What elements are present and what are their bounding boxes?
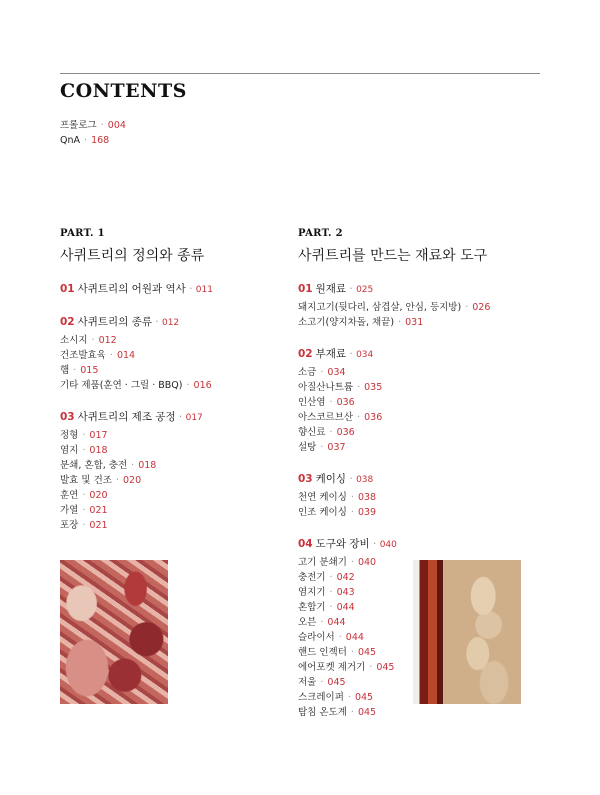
toc-entry-label: 소금 (298, 367, 317, 378)
section-number: 04 (298, 538, 313, 550)
toc-entry[interactable]: 향신료 · 036 (298, 427, 355, 438)
toc-entry[interactable]: 소시지 · 012 (60, 335, 117, 346)
section-heading[interactable]: 01 원재료 · 025 (298, 283, 374, 295)
section-title: 부재료 (315, 348, 347, 360)
toc-entry-label: 스크레이퍼 (298, 692, 344, 703)
toc-entry-label: 슬라이서 (298, 632, 335, 643)
toc-entry[interactable]: 염지기 · 043 (298, 587, 355, 598)
toc-entry[interactable]: 슬라이서 · 044 (298, 632, 364, 643)
toc-entry-label: 저울 (298, 677, 317, 688)
toc-entry-label: 분쇄, 혼합, 충전 (60, 460, 128, 471)
section-number: 02 (60, 316, 75, 328)
toc-entry-label: 충전기 (298, 572, 326, 583)
section-number: 03 (298, 473, 313, 485)
toc-entry-page: 004 (107, 120, 126, 131)
toc-entry-label: 훈연 (60, 490, 79, 501)
section-heading[interactable]: 02 부재료 · 034 (298, 348, 374, 360)
toc-entry-label: 햄 (60, 365, 70, 376)
toc-entry-page: 036 (364, 412, 383, 423)
toc-entry[interactable]: 탐침 온도계 · 045 (298, 707, 377, 718)
toc-entry-page: 045 (357, 647, 377, 658)
toc-entry-page: 038 (357, 492, 377, 503)
toc-entry-page: 039 (357, 507, 377, 518)
toc-entry[interactable]: 저울 · 045 (298, 677, 346, 688)
toc-entry[interactable]: 건조발효육 · 014 (60, 350, 136, 361)
sausage-photo (413, 560, 521, 704)
toc-entry-label: 에어포켓 제거기 (298, 662, 366, 673)
toc-entry[interactable]: 훈연 · 020 (60, 490, 108, 501)
toc-entry-page: 017 (89, 430, 108, 441)
toc-entry-page: 168 (91, 135, 110, 146)
section-title: 사퀴트리의 어원과 역사 (77, 283, 186, 295)
toc-entry-page: 014 (116, 350, 136, 361)
section-items (298, 300, 490, 330)
toc-entry-page: 018 (138, 460, 157, 471)
toc-section (298, 346, 490, 455)
toc-section (298, 471, 490, 520)
toc-entry-page: 044 (336, 602, 355, 613)
toc-entry-label: 염지 (60, 445, 79, 456)
toc-entry-page: 045 (376, 662, 395, 673)
section-title: 원재료 (315, 283, 347, 295)
toc-entry[interactable]: 핸드 인젝터 · 045 (298, 647, 377, 658)
toc-entry[interactable]: 천연 케이싱 · 038 (298, 492, 377, 503)
toc-entry[interactable]: 햄 · 015 (60, 365, 99, 376)
toc-entry-label: 천연 케이싱 (298, 492, 347, 503)
top-rule (60, 73, 540, 74)
toc-entry-page: 031 (405, 317, 424, 328)
section-title: 사퀴트리의 제조 공정 (77, 411, 176, 423)
section-number: 01 (298, 283, 313, 295)
section-page: 011 (195, 285, 213, 295)
toc-entry-page: 012 (98, 335, 117, 346)
toc-section (60, 409, 213, 533)
toc-entry[interactable]: 소금 · 034 (298, 367, 346, 378)
section-heading[interactable]: 03 케이싱 · 038 (298, 473, 374, 485)
section-items (298, 490, 490, 520)
toc-entry[interactable]: 설탕 · 037 (298, 442, 346, 453)
toc-entry-label: 소고기(양지차돌, 채끝) (298, 317, 395, 328)
part-label: PART. 2 (298, 228, 343, 239)
section-title: 케이싱 (315, 473, 347, 485)
part-title: 사퀴트리의 정의와 종류 (60, 248, 205, 264)
toc-entry-label: 인산염 (298, 397, 326, 408)
toc-entry[interactable]: 포장 · 021 (60, 520, 108, 531)
toc-section (60, 281, 213, 298)
part-title: 사퀴트리를 만드는 재료와 도구 (298, 248, 488, 264)
toc-entry[interactable]: 가열 · 021 (60, 505, 108, 516)
toc-entry-label: 탐침 온도계 (298, 707, 347, 718)
toc-entry-page: 040 (357, 557, 377, 568)
toc-entry[interactable]: 분쇄, 혼합, 충전 · 018 (60, 460, 157, 471)
toc-entry-page: 034 (327, 367, 346, 378)
section-page: 017 (185, 413, 203, 423)
toc-entry[interactable]: 충전기 · 042 (298, 572, 355, 583)
toc-entry[interactable]: 오븐 · 044 (298, 617, 346, 628)
toc-entry-label: 정형 (60, 430, 79, 441)
section-number: 03 (60, 411, 75, 423)
toc-entry-label: 향신료 (298, 427, 326, 438)
toc-entry[interactable]: 아스코르브산 · 036 (298, 412, 383, 423)
toc-entry-label: 고기 분쇄기 (298, 557, 347, 568)
toc-entry-label: 소시지 (60, 335, 88, 346)
section-page: 038 (356, 475, 374, 485)
charcuterie-photo (60, 560, 168, 704)
toc-entry[interactable]: 기타 제품(훈연 · 그릴 · BBQ) · 016 (60, 380, 212, 391)
part-1-column (60, 228, 213, 533)
toc-entry-page: 045 (354, 692, 374, 703)
toc-entry-label: 아스코르브산 (298, 412, 354, 423)
toc-entry-label: 설탕 (298, 442, 317, 453)
toc-entry-label: 건조발효육 (60, 350, 106, 361)
toc-entry-label: 아질산나트륨 (298, 382, 354, 393)
section-number: 01 (60, 283, 75, 295)
part-label: PART. 1 (60, 228, 105, 239)
page-title: CONTENTS (60, 80, 187, 102)
toc-entry-label: 포장 (60, 520, 79, 531)
toc-entry-page: 016 (193, 380, 212, 391)
section-page: 025 (356, 285, 374, 295)
toc-entry[interactable]: 스크레이퍼 · 045 (298, 692, 374, 703)
section-heading[interactable]: 02 사퀴트리의 종류 · 012 (60, 316, 180, 328)
toc-entry-page: 026 (472, 302, 491, 313)
toc-entry[interactable]: 인산염 · 036 (298, 397, 355, 408)
toc-entry-page: 037 (327, 442, 346, 453)
section-title: 사퀴트리의 종류 (77, 316, 152, 328)
toc-entry-page: 020 (123, 475, 142, 486)
toc-section (298, 281, 490, 330)
toc-entry-page: 021 (89, 505, 108, 516)
toc-entry[interactable]: 발효 및 건조 · 020 (60, 475, 142, 486)
section-heading[interactable]: 01 사퀴트리의 어원과 역사 · 011 (60, 283, 213, 295)
toc-entry-label: 발효 및 건조 (60, 475, 112, 486)
toc-entry[interactable]: 아질산나트륨 · 035 (298, 382, 383, 393)
toc-entry[interactable]: 돼지고기(뒷다리, 삼겹살, 안심, 등지방) · 026 (298, 302, 491, 313)
toc-entry-label: 염지기 (298, 587, 326, 598)
toc-entry[interactable]: 프롤로그 · 004 (60, 120, 126, 131)
toc-entry-page: 018 (89, 445, 108, 456)
toc-entry[interactable]: 혼합기 · 044 (298, 602, 355, 613)
section-page: 034 (356, 350, 374, 360)
toc-entry-page: 035 (364, 382, 383, 393)
toc-entry-label: 혼합기 (298, 602, 326, 613)
toc-entry[interactable]: 에어포켓 제거기 · 045 (298, 662, 395, 673)
toc-entry-page: 045 (327, 677, 346, 688)
section-heading[interactable]: 04 도구와 장비 · 040 (298, 538, 397, 550)
toc-entry-page: 042 (336, 572, 355, 583)
toc-entry-page: 045 (357, 707, 377, 718)
section-heading[interactable]: 03 사퀴트리의 제조 공정 · 017 (60, 411, 203, 423)
section-page: 012 (161, 318, 180, 328)
toc-entry[interactable]: 고기 분쇄기 · 040 (298, 557, 377, 568)
toc-entry-page: 036 (336, 427, 355, 438)
toc-entry-page: 044 (327, 617, 346, 628)
toc-entry-page: 015 (80, 365, 99, 376)
toc-entry[interactable]: 인조 케이싱 · 039 (298, 507, 377, 518)
toc-section (60, 314, 213, 393)
toc-entry-label: 프롤로그 (60, 120, 97, 131)
toc-entry-label: 가열 (60, 505, 79, 516)
toc-entry[interactable]: 정형 · 017 (60, 430, 108, 441)
toc-entry-label: 돼지고기(뒷다리, 삼겹살, 안심, 등지방) (298, 302, 462, 313)
toc-entry[interactable]: 염지 · 018 (60, 445, 108, 456)
section-items (60, 333, 213, 393)
front-matter (60, 118, 126, 148)
toc-entry-page: 036 (336, 397, 355, 408)
toc-entry-page: 044 (345, 632, 364, 643)
toc-entry-label: 기타 제품(훈연 · 그릴 · BBQ) (60, 380, 183, 391)
toc-entry[interactable]: 소고기(양지차돌, 채끝) · 031 (298, 317, 424, 328)
section-number: 02 (298, 348, 313, 360)
toc-entry[interactable]: QnA · 168 (60, 135, 110, 146)
toc-entry-page: 021 (89, 520, 108, 531)
section-page: 040 (379, 540, 397, 550)
section-items (298, 365, 490, 455)
toc-entry-page: 043 (336, 587, 355, 598)
section-items (60, 428, 213, 533)
section-title: 도구와 장비 (315, 538, 370, 550)
toc-entry-label: 핸드 인젝터 (298, 647, 347, 658)
toc-entry-label: QnA (60, 135, 80, 146)
toc-entry-page: 020 (89, 490, 108, 501)
toc-entry-label: 오븐 (298, 617, 317, 628)
toc-entry-label: 인조 케이싱 (298, 507, 347, 518)
